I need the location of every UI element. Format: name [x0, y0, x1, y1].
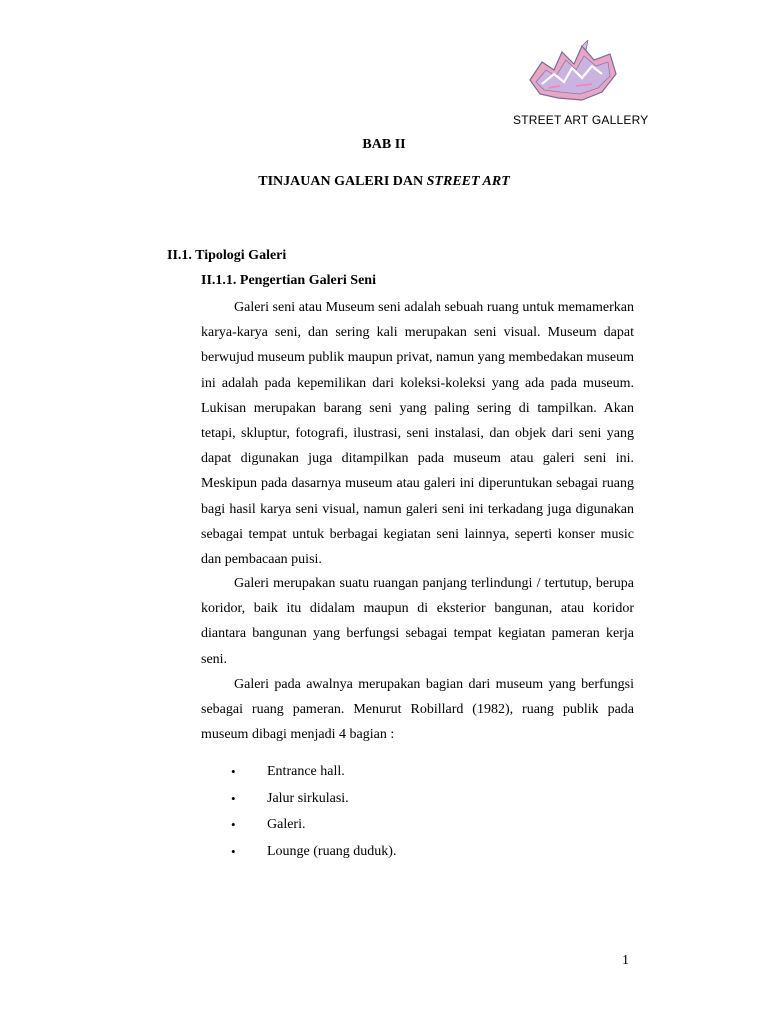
list-item [231, 812, 396, 839]
bullet-icon: • [231, 790, 236, 806]
list-item-text: Jalur sirkulasi. [267, 790, 349, 806]
bullet-icon: • [231, 764, 236, 779]
graffiti-logo-icon [522, 40, 622, 110]
paragraph-text: Galeri pada awalnya merupakan bagian dari museum yang berfungsi sebagai ruang pameran. Menurut Robillard (1982), ruang publik pada museum dibagi menjadi 4 bagian : [201, 677, 634, 743]
bullet-list [231, 759, 396, 865]
list-item-text: Lounge (ruang duduk). [267, 843, 397, 859]
section-heading: II.1. Tipologi Galeri [167, 248, 287, 263]
paragraph-2 [201, 571, 634, 672]
chapter-title-italic: STREET ART [426, 174, 510, 189]
list-item [231, 759, 396, 786]
list-item-text: Galeri. [267, 817, 306, 832]
subsection-heading: II.1.1. Pengertian Galeri Seni [201, 273, 376, 288]
chapter-title-prefix: TINJAUAN GALERI DAN [258, 174, 427, 189]
bullet-icon: • [231, 817, 236, 832]
list-item-text: Entrance hall. [267, 764, 345, 779]
chapter-title [0, 174, 768, 190]
paragraph-1 [201, 295, 634, 572]
bullet-icon: • [231, 843, 236, 859]
list-item [231, 786, 396, 813]
list-item [231, 839, 396, 866]
paragraph-text: Galeri seni atau Museum seni adalah sebuah ruang untuk memamerkan karya-karya seni, dan sering kali merupakan seni visual. Museum dapat berwujud museum publik maupun privat, namun yang membedakan museum ini adalah pada kepemilikan dari koleksi-koleksi yang ada pada museum. Lukisan merupakan barang seni yang paling sering di tampilkan. Akan tetapi, skluptur, fotografi, ilustrasi, seni instalasi, dan objek dari seni yang dapat digunakan juga ditampilkan pada museum atau galeri seni ini. Meskipun pada dasarnya museum atau galeri ini diperuntukan sebagai ruang bagi hasil karya seni visual, namun galeri seni ini terkadang juga digunakan sebagai tempat untuk berbagai kegiatan seni lainnya, seperti konser music dan pembacaan puisi. [201, 300, 634, 568]
paragraph-3 [201, 672, 634, 748]
page-number: 1 [622, 953, 629, 968]
header-title: STREET ART GALLERY [513, 113, 649, 127]
chapter-number: BAB II [362, 137, 406, 152]
paragraph-text: Galeri merupakan suatu ruangan panjang terlindungi / tertutup, berupa koridor, baik itu didalam maupun di eksterior bangunan, atau koridor diantara bangunan yang berfungsi sebagai tempat kegiatan pameran kerja seni. [201, 576, 634, 667]
